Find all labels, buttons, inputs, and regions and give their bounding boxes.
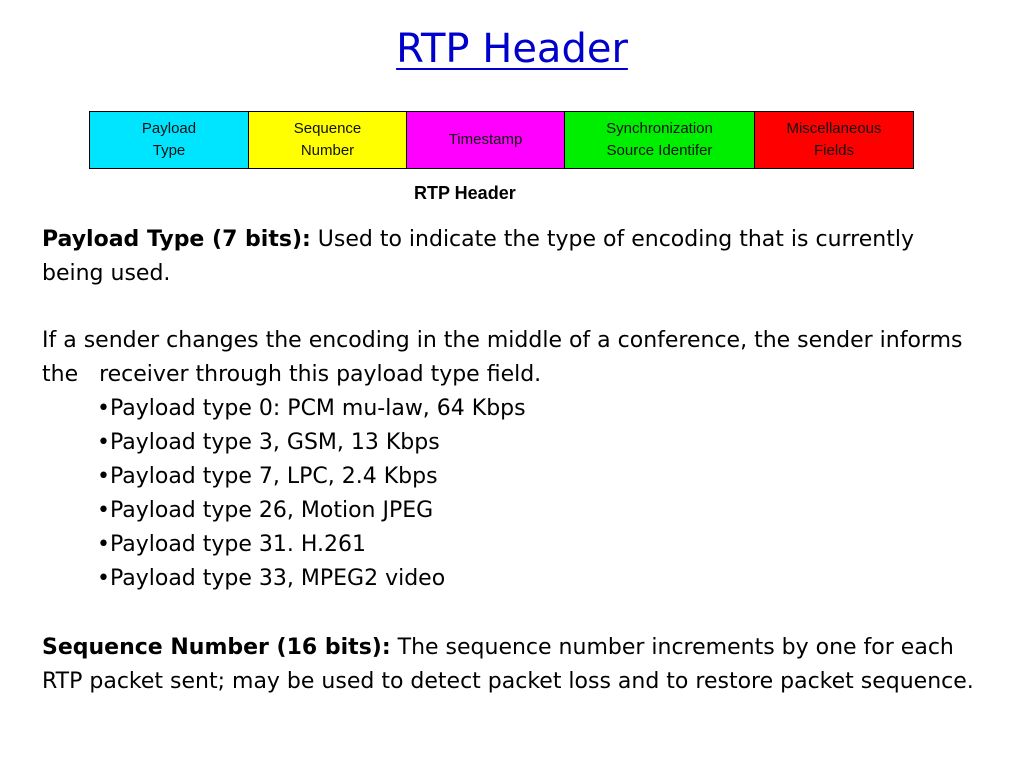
field-miscellaneous: Miscellaneous Fields: [755, 112, 913, 168]
list-item: •Payload type 26, Motion JPEG: [97, 498, 434, 523]
payload-type-text: Used to indicate the type of encoding that is currently being used.: [42, 227, 914, 286]
payload-type-lead: Payload Type (7 bits):: [42, 227, 311, 252]
payload-type-paragraph: [42, 223, 982, 291]
field-payload-type: Payload Type: [90, 112, 249, 168]
sequence-number-text: The sequence number increments by one for each RTP packet sent; may be used to detect packet loss and to restore packet sequence.: [42, 635, 974, 694]
list-item: •Payload type 7, LPC, 2.4 Kbps: [97, 464, 438, 489]
list-item: •Payload type 31. H.261: [97, 532, 367, 557]
sequence-number-paragraph: [42, 631, 982, 699]
sequence-number-lead: Sequence Number (16 bits):: [42, 635, 391, 660]
field-synchronization-source: Synchronization Source Identifer: [565, 112, 755, 168]
sender-paragraph: If a sender changes the encoding in the middle of a conference, the sender informs the receiver through this payload type field.: [42, 328, 970, 387]
diagram-caption: RTP Header: [414, 183, 516, 203]
field-timestamp: Timestamp: [407, 112, 565, 168]
list-item: •Payload type 33, MPEG2 video: [97, 566, 446, 591]
slide-title: RTP Header: [396, 26, 628, 72]
list-item: •Payload type 3, GSM, 13 Kbps: [97, 430, 440, 455]
rtp-header-diagram: [89, 111, 914, 169]
payload-type-list: [97, 392, 526, 596]
field-sequence-number: Sequence Number: [249, 112, 407, 168]
list-item: •Payload type 0: PCM mu-law, 64 Kbps: [97, 396, 526, 421]
